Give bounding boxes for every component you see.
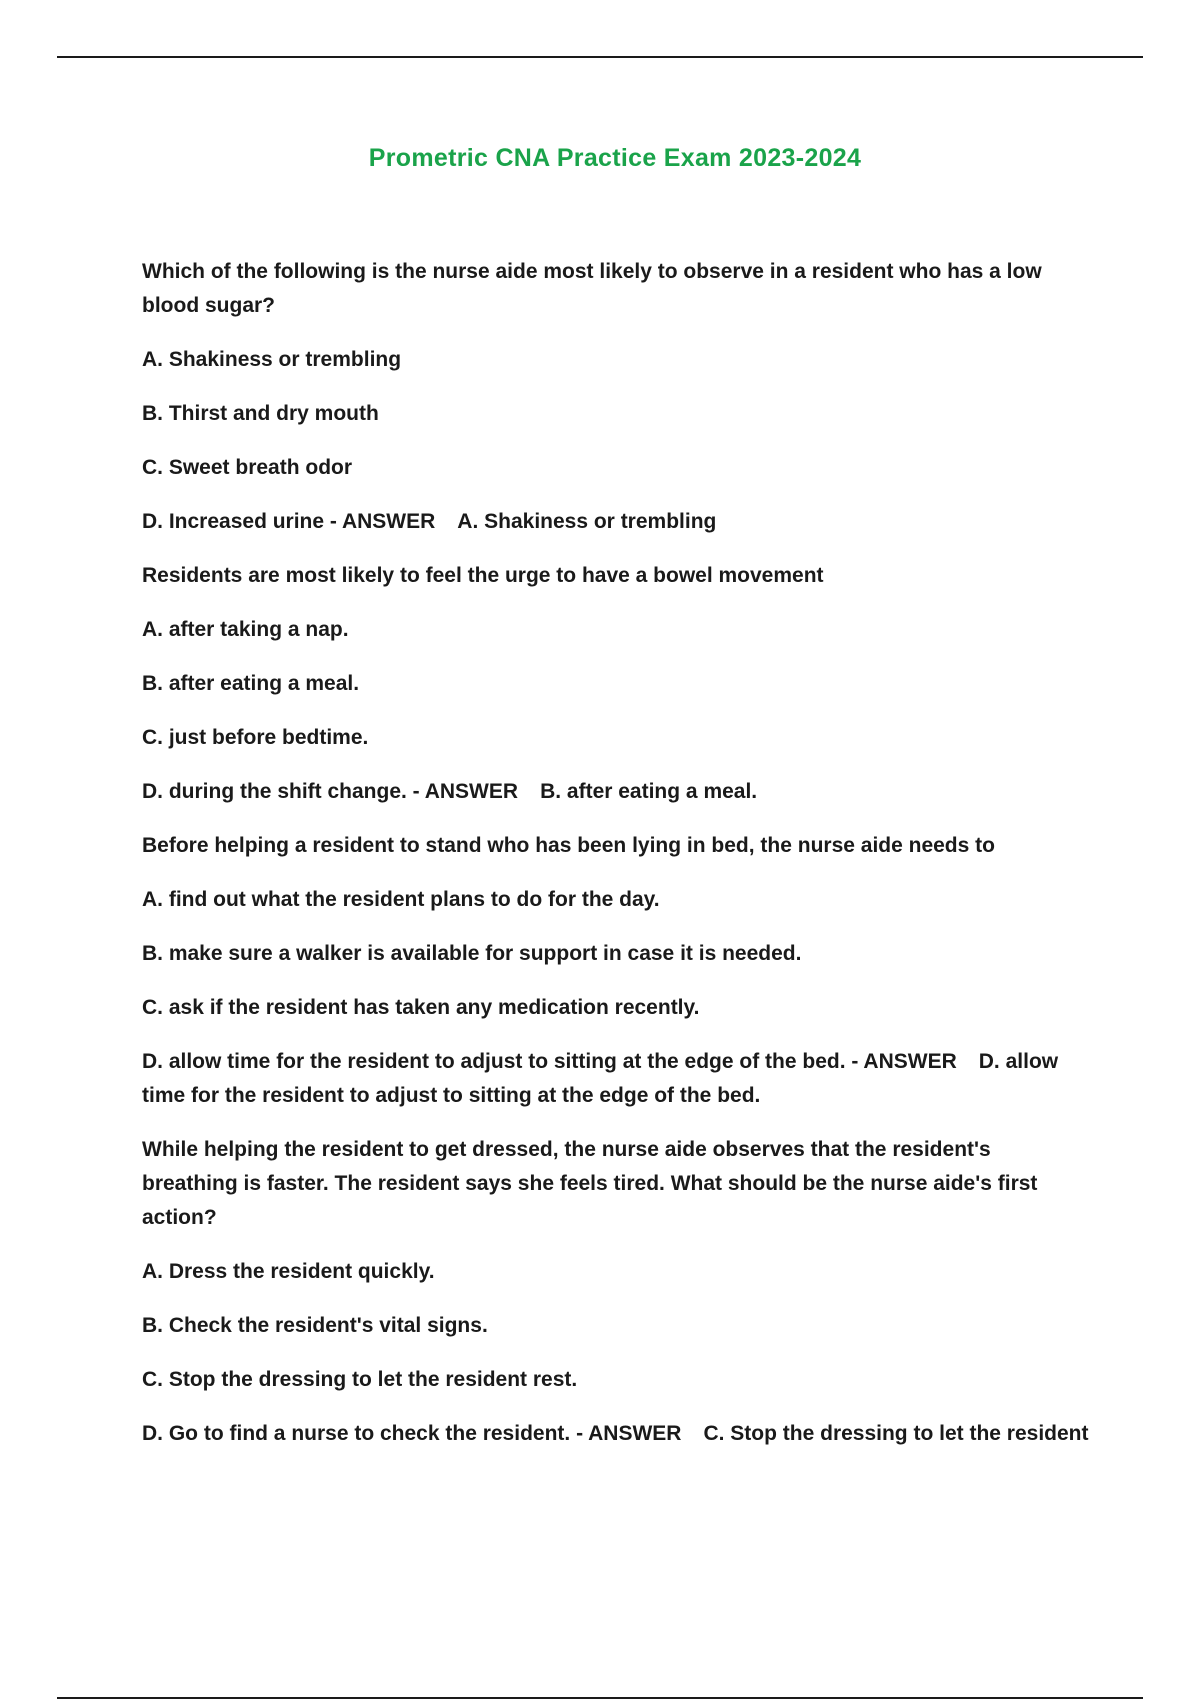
bottom-divider — [57, 1697, 1143, 1699]
answer-option: B. Thirst and dry mouth — [142, 402, 379, 425]
question-text: Which of the following is the nurse aide most likely to observe in a resident who has a low blood sugar? — [142, 260, 1042, 317]
question-block — [142, 255, 1092, 539]
answer-option: C. Stop the dressing to let the resident rest. — [142, 1368, 578, 1391]
document-title: Prometric CNA Practice Exam 2023-2024 — [368, 144, 862, 172]
answer-option: B. Check the resident's vital signs. — [142, 1314, 488, 1337]
answer-line — [142, 1417, 1092, 1451]
question-block — [142, 829, 1092, 1113]
answer-option: A. after taking a nap. — [142, 618, 349, 641]
answer-option: C. just before bedtime. — [142, 726, 369, 749]
top-divider — [57, 56, 1143, 58]
question-block — [142, 559, 1092, 809]
answer-option: B. after eating a meal. — [142, 672, 360, 695]
answer-option: B. make sure a walker is available for support in case it is needed. — [142, 942, 802, 965]
answer-option: D. during the shift change. - ANSWER — [142, 780, 519, 803]
correct-answer: D. allow time for the resident to adjust to sitting at the edge of the bed. — [142, 1050, 1059, 1107]
question-text: Before helping a resident to stand who has been lying in bed, the nurse aide needs to — [142, 834, 995, 857]
answer-option: C. ask if the resident has taken any medication recently. — [142, 996, 700, 1019]
answer-option: A. Shakiness or trembling — [142, 348, 402, 371]
answer-line — [142, 505, 1092, 539]
answer-option: A. Dress the resident quickly. — [142, 1260, 435, 1283]
question-text: Residents are most likely to feel the urge to have a bowel movement — [142, 564, 824, 587]
correct-answer: A. Shakiness or trembling — [457, 510, 717, 533]
correct-answer: B. after eating a meal. — [540, 780, 758, 803]
answer-option: D. Go to find a nurse to check the resident. - ANSWER — [142, 1422, 682, 1445]
question-text: While helping the resident to get dressed, the nurse aide observes that the resident's breathing is faster. The resident says she feels tired. What should be the nurse aide's first action? — [142, 1138, 1038, 1229]
answer-option: C. Sweet breath odor — [142, 456, 353, 479]
answer-line — [142, 775, 1092, 809]
answer-option: D. Increased urine - ANSWER — [142, 510, 436, 533]
question-list — [142, 255, 1092, 1471]
answer-option: A. find out what the resident plans to do for the day. — [142, 888, 660, 911]
correct-answer: C. Stop the dressing to let the resident — [703, 1422, 1089, 1445]
question-block — [142, 1133, 1092, 1451]
answer-option: D. allow time for the resident to adjust to sitting at the edge of the bed. - ANSWER — [142, 1050, 957, 1073]
answer-line — [142, 1045, 1092, 1113]
